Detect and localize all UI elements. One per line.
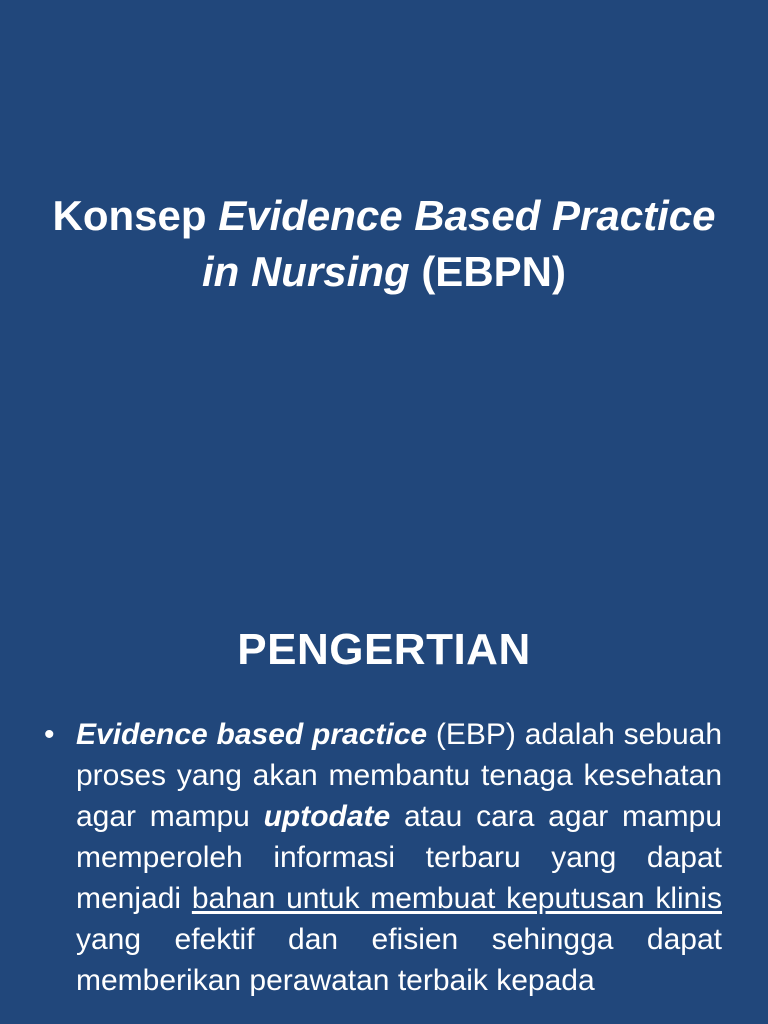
bullet-term: Evidence based practice [76,718,428,751]
bullet-paragraph [76,714,722,1001]
bullet-emphasis: uptodate [263,800,391,833]
title-suffix: (EBPN) [409,248,566,295]
bullet-underlined: bahan untuk membuat keputusan klinis [191,882,722,915]
bullet-icon: • [44,718,55,751]
title-prefix: Konsep [52,192,219,239]
bullet-text-3: yang efektif dan efisien sehingga dapat memberikan perawatan terbaik kepada [76,923,722,997]
bullet-text-2: atau cara agar mampu memperoleh informasi terbaru yang dapat menjadi [76,800,722,915]
definition-heading: PENGERTIAN [237,625,531,674]
title-italic: Evidence Based Practice in Nursing [201,192,716,295]
bullet-text-1: (EBP) adalah sebuah proses yang akan membantu tenaga kesehatan agar mampu [76,718,722,833]
definition-bullet [40,714,722,1001]
slide-definition [0,576,768,1024]
slide-title-heading [40,188,728,300]
